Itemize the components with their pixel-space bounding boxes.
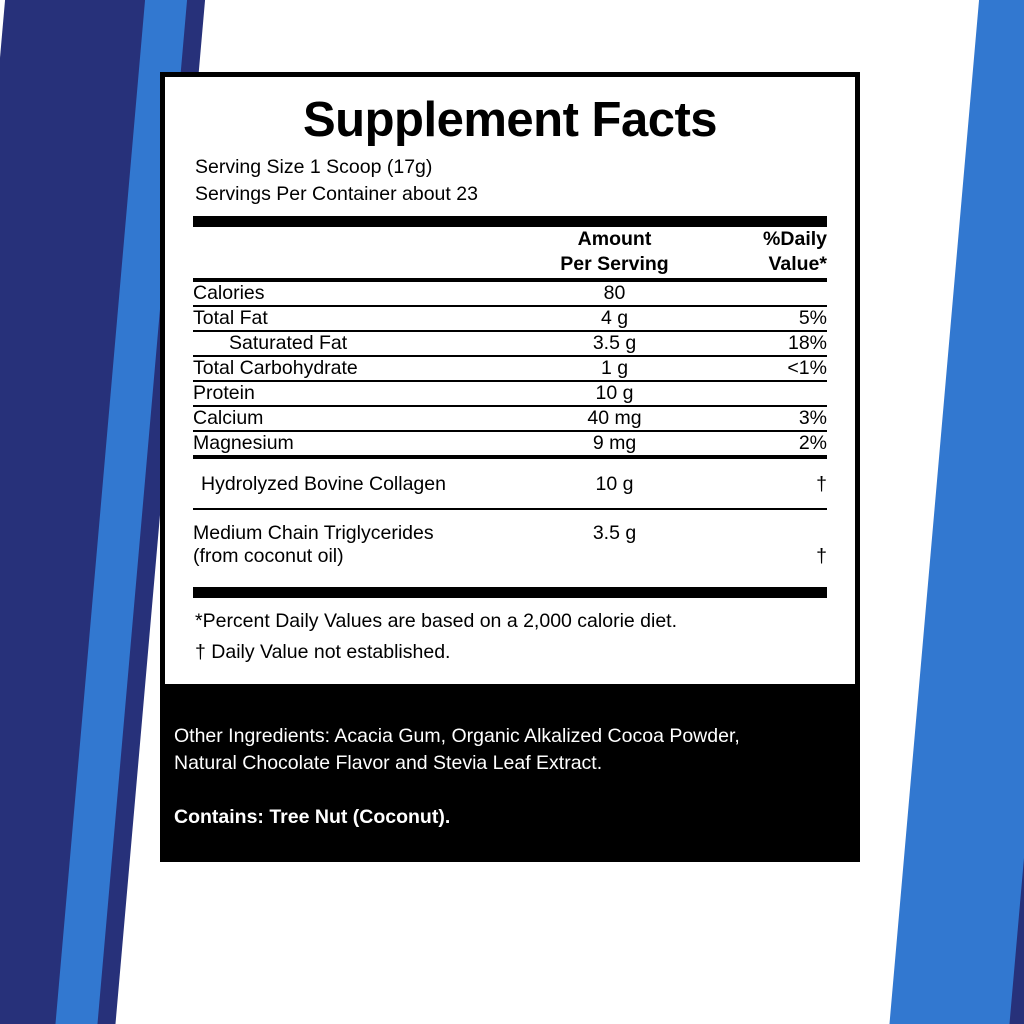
servings-per-container: Servings Per Container about 23 xyxy=(195,182,478,205)
row-label-mct-line2: (from coconut oil) xyxy=(193,544,344,567)
row-amount-calcium: 40 mg xyxy=(587,406,642,429)
contains-allergens: Contains: Tree Nut (Coconut). xyxy=(174,805,451,828)
other-ingredients-line1: Other Ingredients: Acacia Gum, Organic Alkalized Cocoa Powder, xyxy=(174,724,740,747)
row-dv-protein xyxy=(722,382,827,405)
row-amount-collagen: 10 g xyxy=(595,472,634,495)
row-dv-total-carbohydrate: <1% xyxy=(787,356,827,379)
header-dv-line1: %Daily xyxy=(763,228,827,251)
row-label-total-fat: Total Fat xyxy=(193,306,268,329)
page-title: Supplement Facts xyxy=(302,93,718,147)
supplement-facts-panel xyxy=(160,72,860,862)
row-dv-collagen: † xyxy=(816,472,827,495)
table-row xyxy=(193,459,827,508)
row-amount-mct: 3.5 g xyxy=(592,521,637,544)
serving-size: Serving Size 1 Scoop (17g) xyxy=(195,156,433,179)
stripe-right-blue xyxy=(887,0,1024,1024)
row-dv-total-fat: 5% xyxy=(798,306,827,329)
header-dv-line2: Value* xyxy=(768,253,827,276)
table-row xyxy=(193,510,827,578)
header-amount-line1: Amount xyxy=(577,228,652,251)
nutrition-table xyxy=(193,227,827,578)
footnote-daily-values: *Percent Daily Values are based on a 2,000 calorie diet. xyxy=(195,609,678,632)
row-dv-calcium: 3% xyxy=(798,406,827,429)
row-label-calcium: Calcium xyxy=(193,406,264,429)
divider-thick-bottom xyxy=(193,587,827,598)
row-amount-calories: 80 xyxy=(603,281,626,304)
header-daily-value xyxy=(722,227,827,278)
row-amount-total-carbohydrate: 1 g xyxy=(600,356,629,379)
row-label-total-carbohydrate: Total Carbohydrate xyxy=(193,356,358,379)
row-dv-mct: † xyxy=(816,544,827,567)
row-label-magnesium: Magnesium xyxy=(193,431,294,454)
row-amount-total-fat: 4 g xyxy=(600,306,629,329)
row-label-saturated-fat: Saturated Fat xyxy=(229,331,348,354)
row-label-mct xyxy=(193,510,507,578)
row-amount-magnesium: 9 mg xyxy=(592,431,637,454)
row-label-protein: Protein xyxy=(193,381,255,404)
table-row xyxy=(193,382,827,405)
row-label-collagen: Hydrolyzed Bovine Collagen xyxy=(201,472,446,495)
other-ingredients-line2: Natural Chocolate Flavor and Stevia Leaf Extract. xyxy=(174,752,603,775)
table-row xyxy=(193,357,827,380)
row-dv-calories xyxy=(722,282,827,305)
row-label-calories: Calories xyxy=(193,281,265,304)
table-row xyxy=(193,282,827,305)
header-amount-per-serving xyxy=(507,227,722,278)
ingredients-block xyxy=(160,689,860,862)
supplement-facts-box xyxy=(160,72,860,689)
footnote-dagger: † Daily Value not established. xyxy=(195,640,451,663)
table-header-row xyxy=(193,227,827,278)
row-amount-saturated-fat: 3.5 g xyxy=(592,331,637,354)
row-label-mct-line1: Medium Chain Triglycerides xyxy=(193,521,434,544)
row-dv-saturated-fat: 18% xyxy=(787,331,827,354)
header-amount-line2: Per Serving xyxy=(560,253,669,276)
table-row xyxy=(193,332,827,355)
header-blank xyxy=(193,227,507,278)
divider-thick-top xyxy=(193,216,827,227)
table-row xyxy=(193,407,827,430)
row-dv-magnesium: 2% xyxy=(798,431,827,454)
table-row xyxy=(193,307,827,330)
table-row xyxy=(193,432,827,455)
row-amount-protein: 10 g xyxy=(595,381,634,404)
